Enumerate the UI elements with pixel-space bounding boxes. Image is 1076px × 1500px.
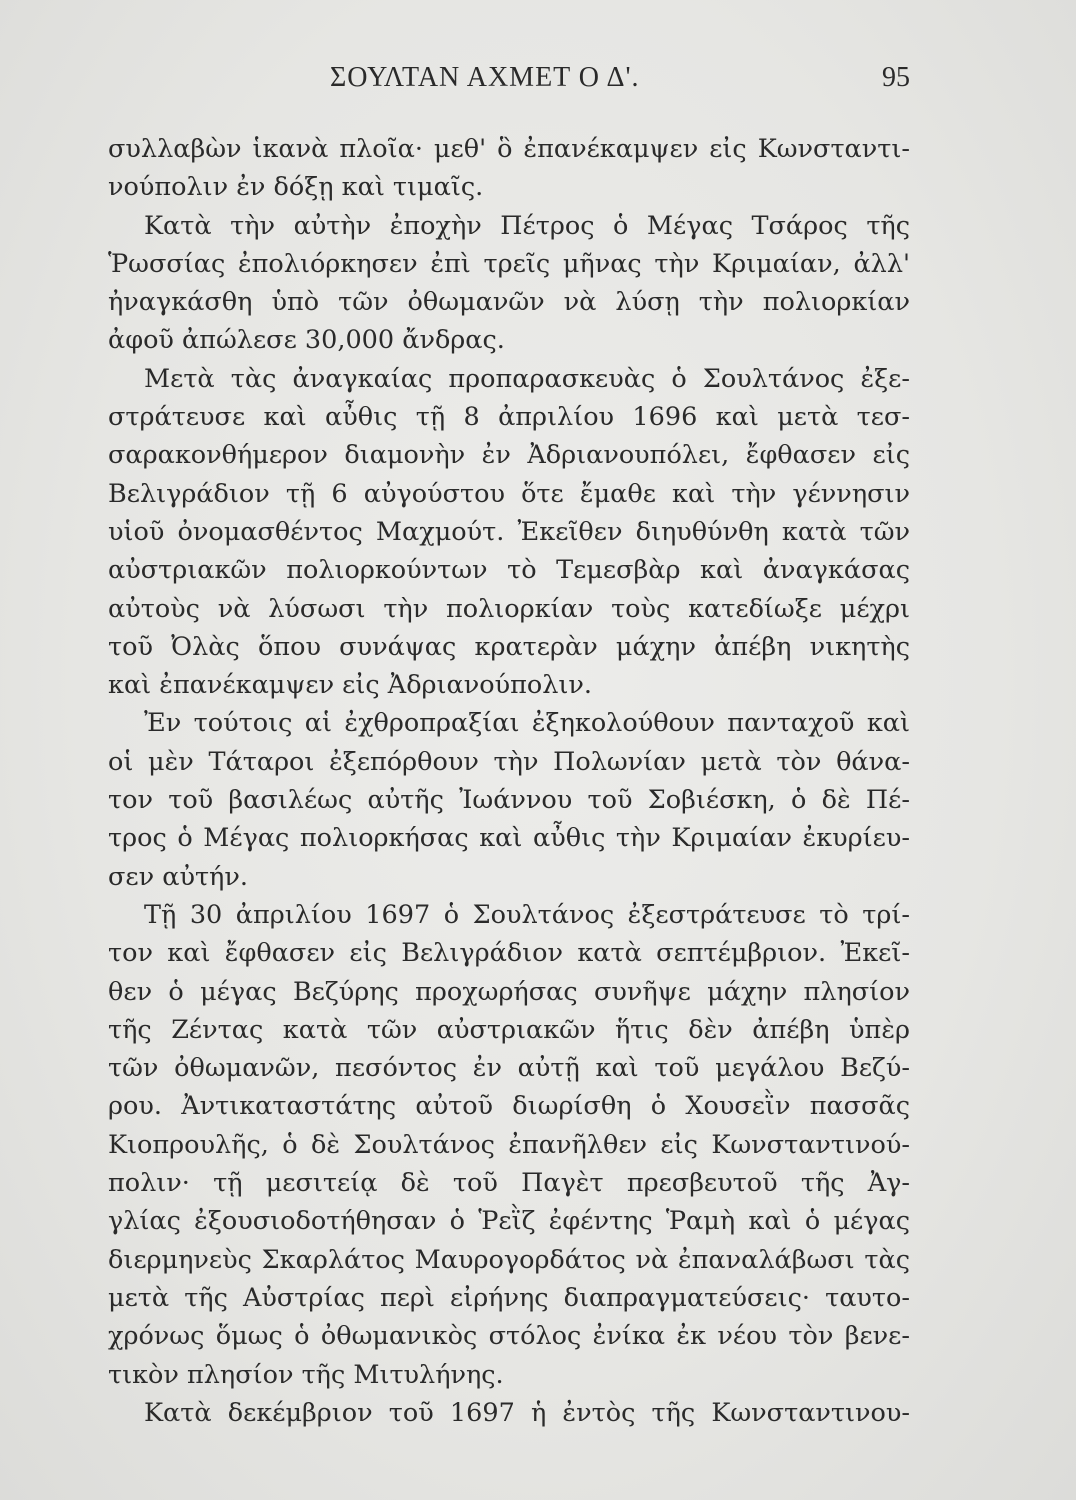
- page-header: [110, 62, 910, 102]
- text-line: τοῦ Ὀλὰς ὅπου συνάψας κρατερὰν μάχην ἀπέβη νικητὴς: [108, 631, 910, 662]
- text-line: τῆς Ζέντας κατὰ τῶν αὐστριακῶν ἥτις δὲν ἀπέβη ὑπὲρ: [108, 1014, 910, 1045]
- text-line: τον τοῦ βασιλέως αὐτῆς Ἰωάννου τοῦ Σοβιέσκη, ὁ δὲ Πέ-: [108, 785, 910, 816]
- text-line: Κιοπρουλῆς, ὁ δὲ Σουλτάνος ἐπανῆλθεν εἰς Κωνσταντινού-: [108, 1129, 910, 1160]
- text-line: τῶν ὀθωμανῶν, πεσόντος ἐν αὐτῇ καὶ τοῦ μεγάλου Βεζύ-: [108, 1053, 910, 1084]
- text-line: στράτευσε καὶ αὖθις τῇ 8 ἀπριλίου 1696 καὶ μετὰ τεσ-: [108, 402, 910, 433]
- text-line: γλίας ἐξουσιοδοτήθησαν ὁ Ῥεῒζ ἐφέντης Ῥαμὴ καὶ ὁ μέγας: [108, 1206, 910, 1237]
- text-line: καὶ ἐπανέκαμψεν εἰς Ἀδριανούπολιν.: [108, 670, 592, 701]
- text-line: Κατὰ δεκέμβριον τοῦ 1697 ἡ ἐντὸς τῆς Κωνσταντινου-: [144, 1397, 910, 1428]
- text-line: τικὸν πλησίον τῆς Μιτυλήνης.: [108, 1359, 504, 1390]
- text-line: Ἐν τούτοις αἱ ἐχθροπραξίαι ἐξηκολούθουν πανταχοῦ καὶ: [144, 708, 910, 739]
- text-line: ἠναγκάσθη ὑπὸ τῶν ὀθωμανῶν νὰ λύσῃ τὴν πολιορκίαν: [108, 287, 910, 318]
- text-line: διερμηνεὺς Σκαρλάτος Μαυρογορδάτος νὰ ἐπαναλάβωσι τὰς: [108, 1244, 910, 1275]
- text-line: οἱ μὲν Τάταροι ἐξεπόρθουν τὴν Πολωνίαν μετὰ τὸν θάνα-: [108, 746, 910, 777]
- text-line: Μετὰ τὰς ἀναγκαίας προπαρασκευὰς ὁ Σουλτάνος ἐξε-: [144, 363, 910, 394]
- text-line: τρος ὁ Μέγας πολιορκήσας καὶ αὖθις τὴν Κριμαίαν ἐκυρίευ-: [108, 823, 910, 854]
- running-title: ΣΟΥΛΤΑΝ ΑΧΜΕΤ Ο Δ'.: [330, 62, 640, 93]
- text-line: υἱοῦ ὀνομασθέντος Μαχμούτ. Ἐκεῖθεν διηυθύνθη κατὰ τῶν: [108, 516, 910, 547]
- text-line: συλλαβὼν ἱκανὰ πλοῖα· μεθ' ὃ ἐπανέκαμψεν εἰς Κωνσταντι-: [108, 134, 910, 164]
- text-line: θεν ὁ μέγας Βεζύρης προχωρήσας συνῆψε μάχην πλησίον: [108, 976, 910, 1007]
- text-line: μετὰ τῆς Αὐστρίας περὶ εἰρήνης διαπραγματεύσεις· ταυτο-: [108, 1282, 910, 1313]
- text-line: αὐστριακῶν πολιορκούντων τὸ Τεμεσβὰρ καὶ ἀναγκάσας: [108, 555, 910, 586]
- body-text: [108, 130, 910, 1432]
- text-line: σεν αὐτήν.: [108, 861, 248, 892]
- text-line: σαρακονθήμερον διαμονὴν ἐν Ἀδριανουπόλει, ἔφθασεν εἰς: [108, 440, 910, 471]
- page-number: 95: [882, 62, 910, 93]
- text-line: νούπολιν ἐν δόξῃ καὶ τιμαῖς.: [108, 172, 484, 203]
- text-line: Ῥωσσίας ἐπολιόρκησεν ἐπὶ τρεῖς μῆνας τὴν Κριμαίαν, ἀλλ': [108, 248, 910, 279]
- text-line: ἀφοῦ ἀπώλεσε 30,000 ἄνδρας.: [108, 325, 505, 356]
- text-line: πολιν· τῇ μεσιτείᾳ δὲ τοῦ Παγὲτ πρεσβευτοῦ τῆς Ἀγ-: [108, 1168, 910, 1199]
- text-line: αὐτοὺς νὰ λύσωσι τὴν πολιορκίαν τοὺς κατεδίωξε μέχρι: [108, 593, 910, 624]
- text-line: τον καὶ ἔφθασεν εἰς Βελιγράδιον κατὰ σεπτέμβριον. Ἐκεῖ-: [108, 938, 910, 969]
- text-line: Τῇ 30 ἀπριλίου 1697 ὁ Σουλτάνος ἐξεστράτευσε τὸ τρί-: [144, 899, 910, 930]
- text-line: Βελιγράδιον τῇ 6 αὐγούστου ὅτε ἔμαθε καὶ τὴν γέννησιν: [108, 478, 910, 509]
- text-line: Κατὰ τὴν αὐτὴν ἐποχὴν Πέτρος ὁ Μέγας Τσάρος τῆς: [144, 210, 910, 241]
- text-line: χρόνως ὅμως ὁ ὀθωμανικὸς στόλος ἐνίκα ἐκ νέου τὸν βενε-: [108, 1321, 910, 1352]
- text-line: ρου. Ἀντικαταστάτης αὐτοῦ διωρίσθη ὁ Χουσεῒν πασσᾶς: [108, 1091, 910, 1122]
